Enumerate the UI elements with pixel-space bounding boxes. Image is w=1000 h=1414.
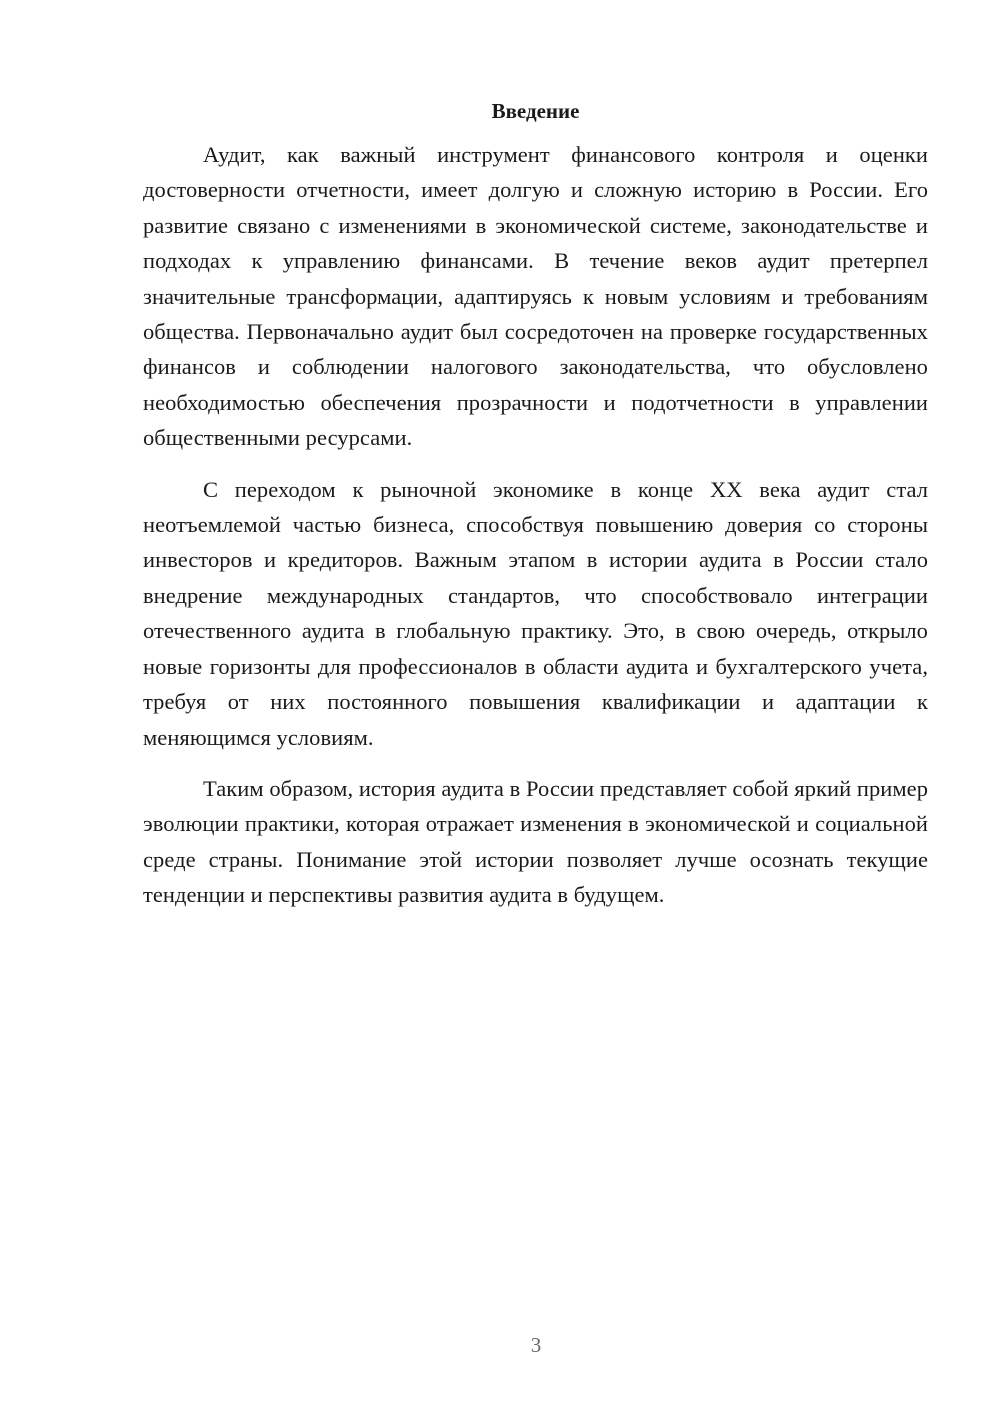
paragraph-1: Аудит, как важный инструмент финансового контроля и оценки достоверности отчетности, имеет долгую и сложную историю в России. Его развитие связано с изменениями в экономической системе, законодательстве и подходах к управлению финансами. В течение веков аудит претерпел значительные трансформации, адаптируясь к новым условиям и требованиям общества. Первоначально аудит был сосредоточен на проверке государственных финансов и соблюдении налогового законодательства, что обусловлено необходимостью обеспечения прозрачности и подотчетности в управлении общественными ресурсами. <box>143 142 928 451</box>
paragraph-3: Таким образом, история аудита в России представляет собой яркий пример эволюции практики, которая отражает изменения в экономической и социальной среде страны. Понимание этой истории позволяет лучше осознать текущие тенденции и перспективы развития аудита в будущем. <box>143 775 928 908</box>
page-title: Введение <box>491 99 580 123</box>
page-number: 3 <box>530 1333 542 1357</box>
page-content <box>143 97 928 929</box>
paragraph-2: С переходом к рыночной экономике в конце XX века аудит стал неотъемлемой частью бизнеса, способствуя повышению доверия со стороны инвесторов и кредиторов. Важным этапом в истории аудита в России стало внедрение международных стандартов, что способствовало интеграции отечественного аудита в глобальную практику. Это, в свою очередь, открыло новые горизонты для профессионалов в области аудита и бухгалтерского учета, требуя от них постоянного повышения квалификации и адаптации к меняющимся условиям. <box>143 476 928 750</box>
